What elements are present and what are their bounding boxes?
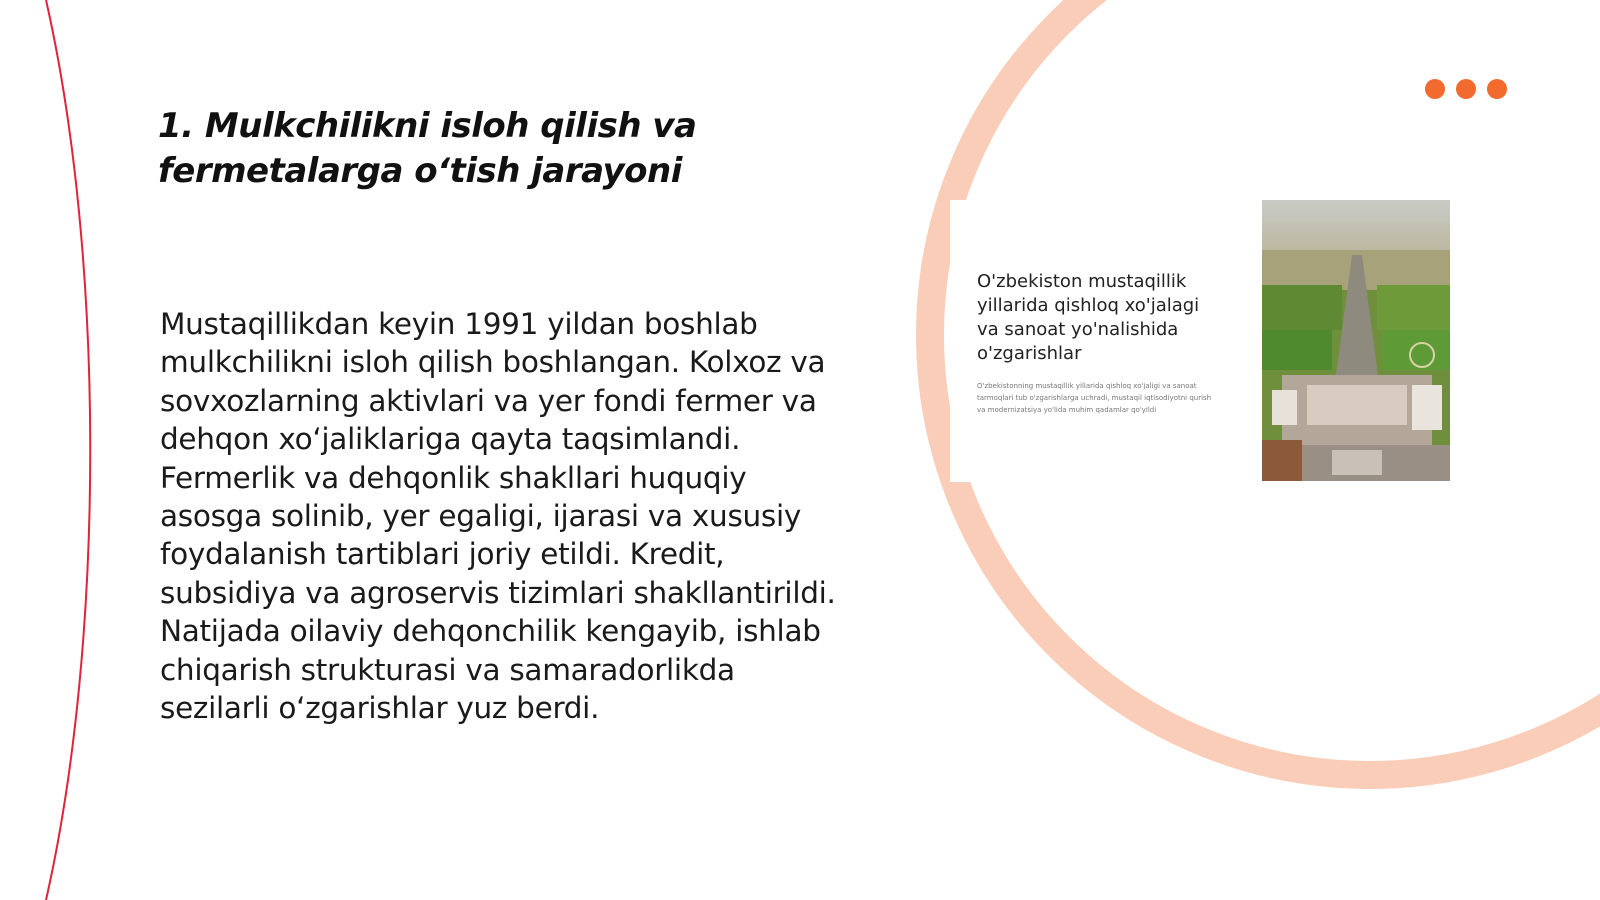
card-description: O'zbekistonning mustaqillik yillarida qishloq xo'jaligi va sanoat tarmoqlari tub o'zgarishlarga uchradi, mustaqil iqtisodiyotni qurish va modernizatsiya yo'lida muhim qadamlar qo'yildi [977,382,1212,414]
slide-body-text: Mustaqillikdan keyin 1991 yildan boshlab mulkchilikni isloh qilish boshlangan. Kolxoz va sovxozlarning aktivlari va yer fondi fermer va dehqon xo‘jaliklariga qayta taqsimlandi. Fermerlik va dehqonlik shakllari huquqiy asosga solinib, yer egaligi, ijarasi va xususiy foydalanish tartiblari joriy etildi. Kredit, subsidiya va agroservis tizimlari shakllantirildi. Natijada oilaviy dehqonchilik kengayib, ishlab chiqarish strukturasi va samaradorlikda sezilarli o‘zgarishlar yuz berdi. [160,307,836,726]
dot-2 [1456,79,1476,99]
slide-title: 1. Mulkchilikni isloh qilish va fermetalarga o‘tish jarayoni [158,106,697,191]
card-title: O'zbekiston mustaqillik yillarida qishloq xo'jalagi va sanoat yo'nalishida o'zgarishlar [977,271,1200,364]
dot-1 [1425,79,1445,99]
aerial-city-photo-icon [1262,200,1450,481]
left-red-curve [46,0,90,900]
dot-3 [1487,79,1507,99]
three-dots-icon[interactable] [1425,79,1507,99]
